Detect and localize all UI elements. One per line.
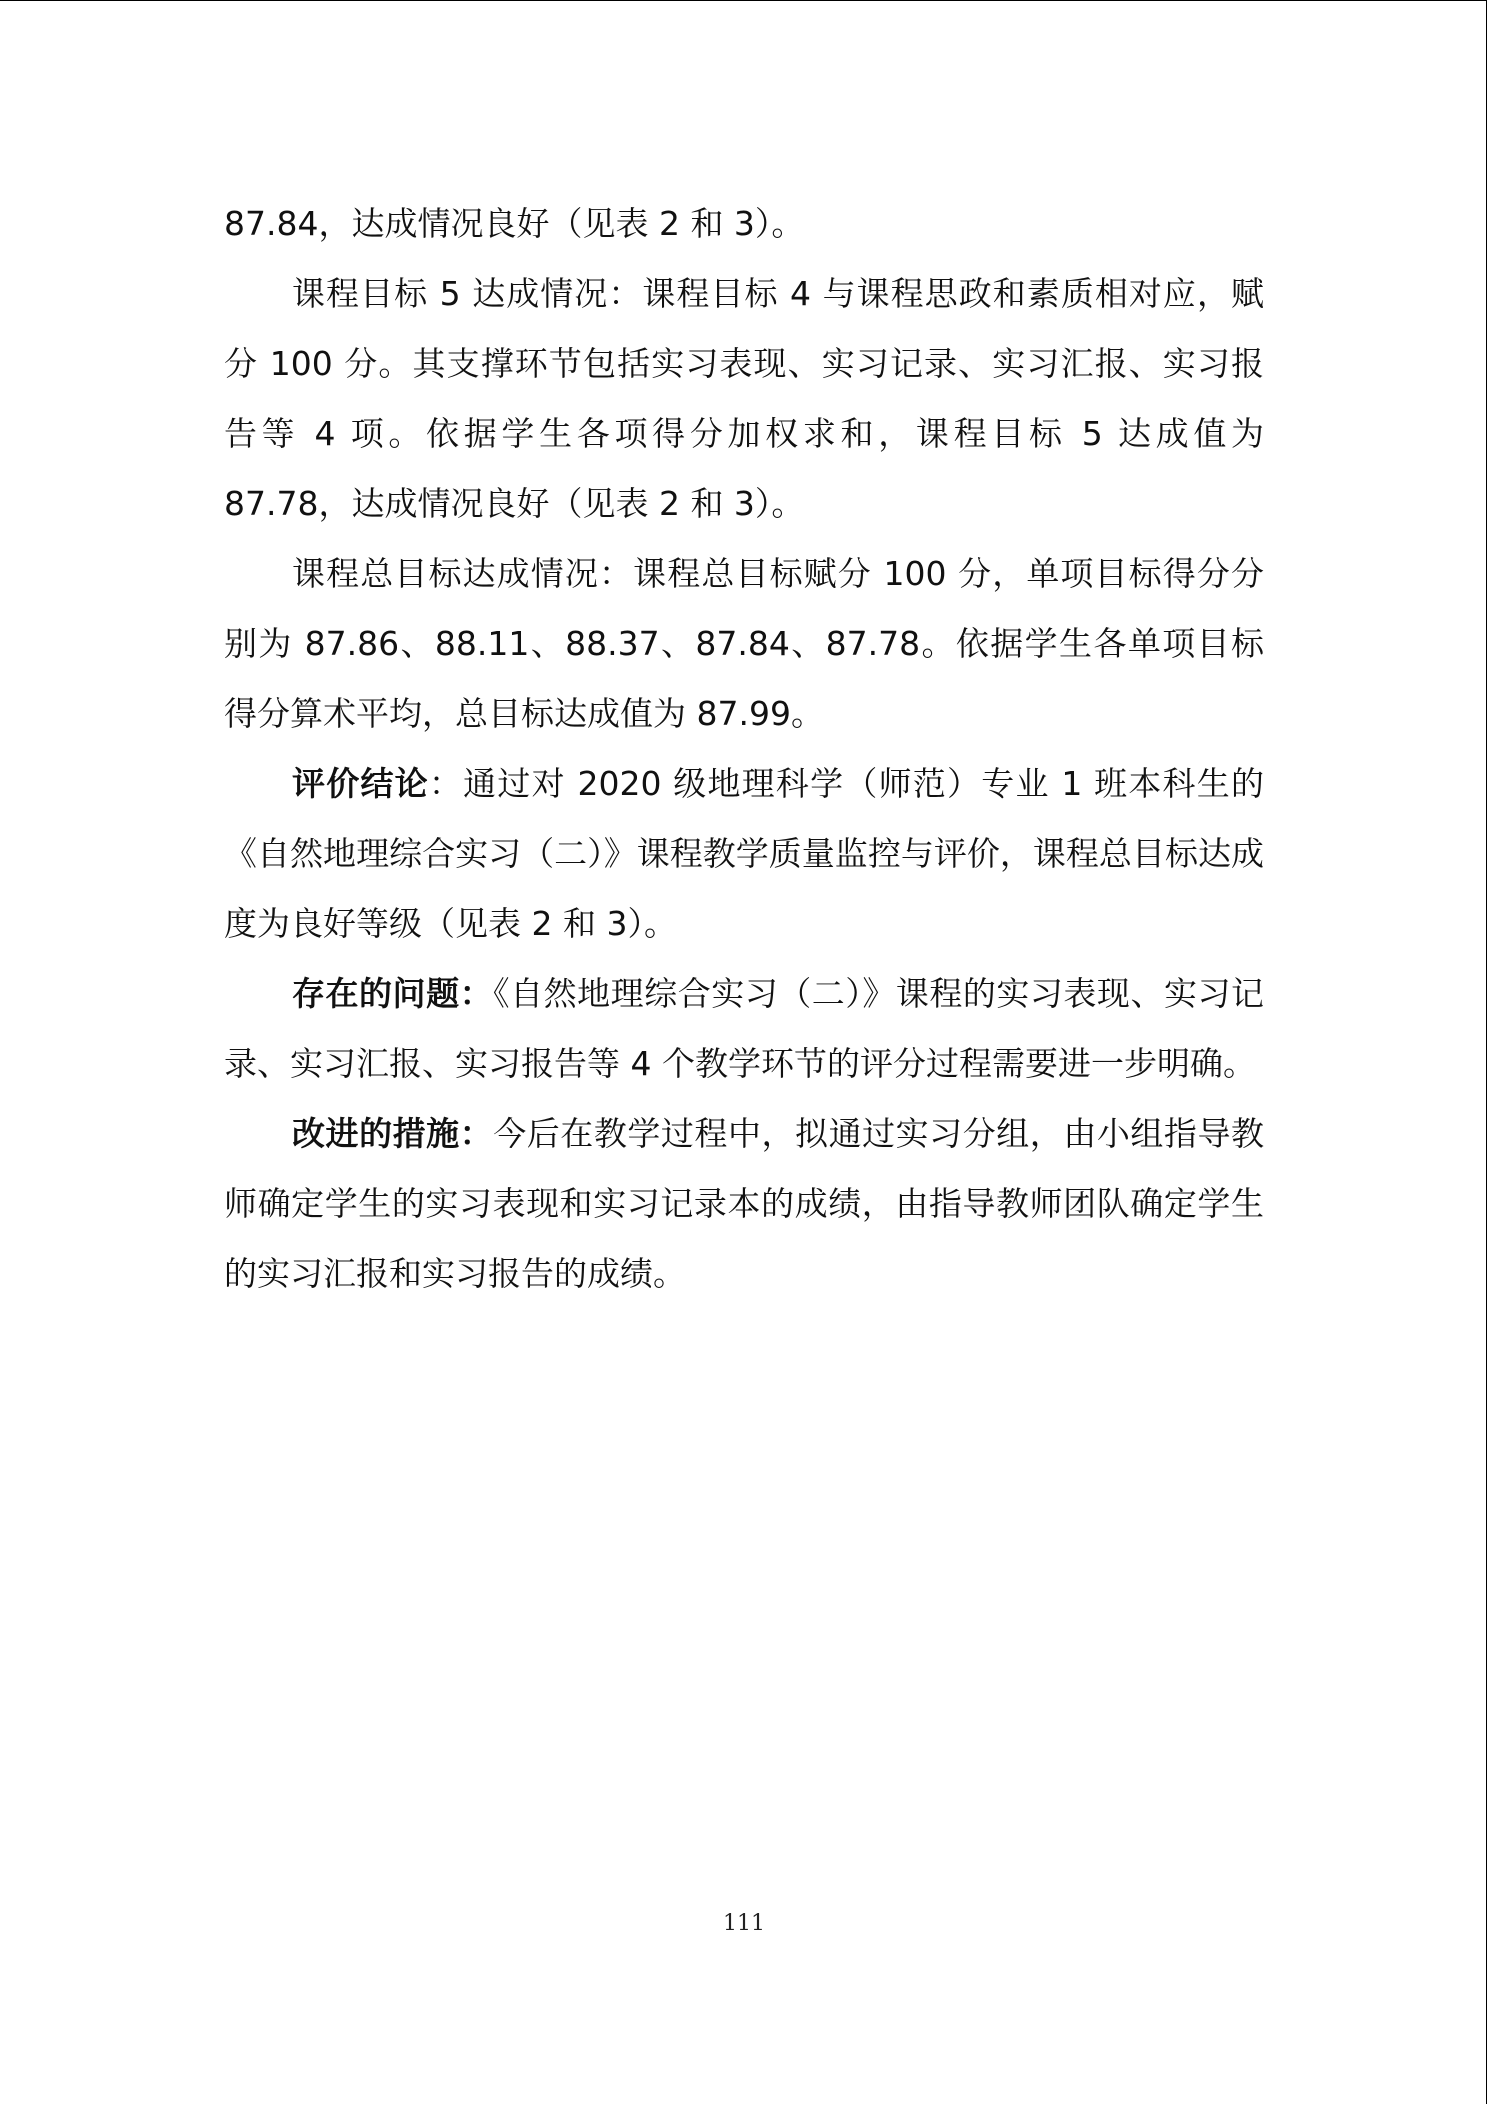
paragraph-problems	[224, 959, 1264, 1099]
paragraph-continuation	[224, 189, 1264, 259]
paragraph-lead: 改进的措施：	[292, 1114, 494, 1153]
paragraph-text: 87.84，达成情况良好（见表 2 和 3）。	[224, 204, 805, 243]
paragraph-text: 课程总目标达成情况：课程总目标赋分 100 分，单项目标得分分别为 87.86、88.11、88.37、87.84、87.78。依据学生各单项目标得分算术平均，总目标达成值为 87.99。	[224, 554, 1264, 733]
paragraph-conclusion	[224, 749, 1264, 959]
paragraph-text: 课程目标 5 达成情况：课程目标 4 与课程思政和素质相对应，赋分 100 分。其支撑环节包括实习表现、实习记录、实习汇报、实习报告等 4 项。依据学生各项得分加权求和，课程目标 5 达成值为 87.78，达成情况良好（见表 2 和 3）。	[224, 274, 1264, 523]
paragraph-text: ：通过对 2020 级地理科学（师范）专业 1 班本科生的《自然地理综合实习（二）》课程教学质量监控与评价，课程总目标达成度为良好等级（见表 2 和 3）。	[224, 764, 1265, 943]
paragraph-goal-5	[224, 259, 1264, 539]
paragraph-text: 《自然地理综合实习（二）》课程的实习表现、实习记录、实习汇报、实习报告等 4 个教学环节的评分过程需要进一步明确。	[224, 974, 1265, 1083]
paragraph-lead: 评价结论	[292, 764, 429, 803]
paragraph-overall-goal	[224, 539, 1264, 749]
paragraph-lead: 存在的问题：	[292, 974, 494, 1013]
body-text	[224, 189, 1264, 1309]
page-number: 111	[723, 1911, 765, 1936]
paragraph-text: 今后在教学过程中，拟通过实习分组，由小组指导教师确定学生的实习表现和实习记录本的成绩，由指导教师团队确定学生的实习汇报和实习报告的成绩。	[224, 1114, 1265, 1293]
paragraph-improvements	[224, 1099, 1264, 1309]
